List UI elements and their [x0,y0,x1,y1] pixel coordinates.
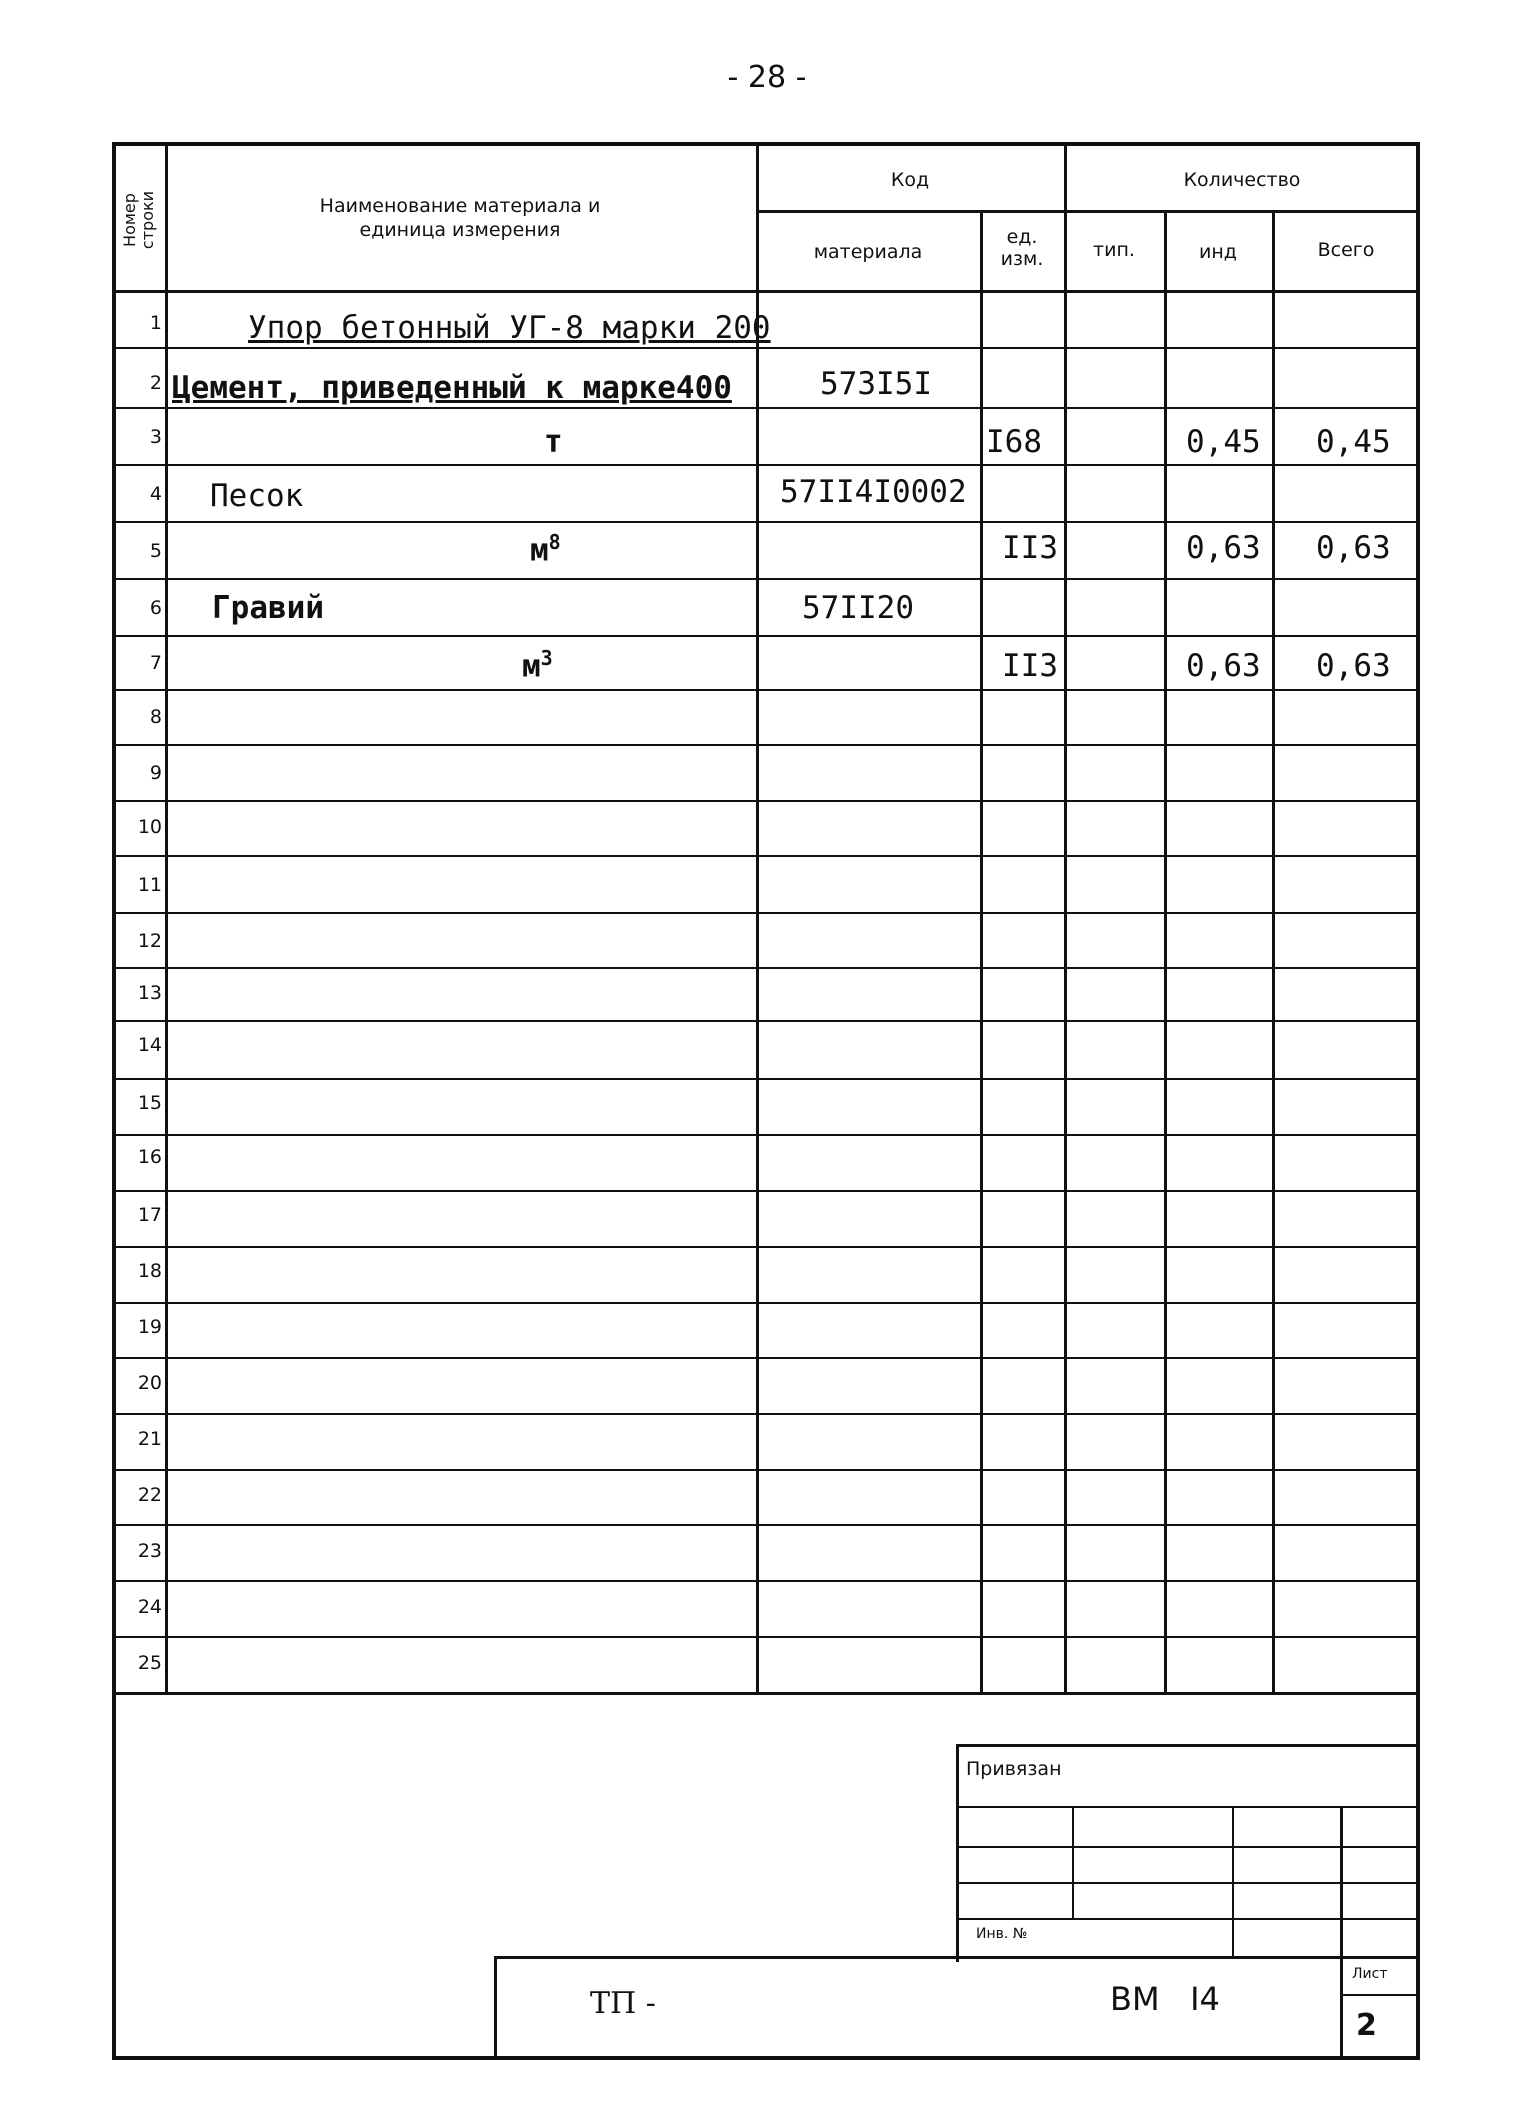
row-line [112,521,1420,523]
row-number: 7 [149,652,162,674]
row-line [112,464,1420,466]
stamp-left-line [956,1744,959,1962]
row-number: 17 [137,1204,162,1226]
row-line [112,1413,1420,1415]
row-line [112,407,1420,409]
col-line-name [756,142,759,1692]
unit-label: м [522,648,541,685]
row-line [112,347,1420,349]
page-number: - 28 - [727,60,807,95]
row-number: 19 [137,1316,162,1338]
row-line [112,967,1420,969]
row-line [112,578,1420,580]
stamp-top-line [956,1744,1420,1747]
header-qty-typ: тип. [1093,239,1135,261]
bound-label: Привязан [966,1758,1062,1780]
row-number: 13 [137,982,162,1004]
row-line [112,635,1420,637]
row-number: 15 [137,1092,162,1114]
table-bottom-line [112,1692,1420,1695]
row-line [112,1357,1420,1359]
row-total: 0,45 [1316,424,1391,460]
row-line [112,1524,1420,1526]
row-number: 14 [137,1034,162,1056]
row-name: Гравий [212,590,324,626]
header-quantity: Количество [1183,169,1301,191]
row-line [112,1580,1420,1582]
unit-superscript: 3 [540,646,553,670]
header-qty-ind: инд [1199,241,1237,263]
row-line [112,1246,1420,1248]
row-line [112,1636,1420,1638]
row-total: 0,63 [1316,648,1391,684]
row-number: 18 [137,1260,162,1282]
col-line-rownum [165,142,168,1692]
row-line [112,1134,1420,1136]
stamp-col-line [1072,1806,1074,1918]
row-unit-code: II3 [1002,530,1058,566]
stamp-line [956,1806,1420,1808]
row-name [530,530,561,568]
row-line [112,1190,1420,1192]
row-number: 21 [137,1428,162,1450]
row-number: 12 [137,930,162,952]
stamp-line [956,1846,1420,1848]
header-split-line [756,210,1420,213]
header-bottom-line [112,290,1420,293]
row-line [112,912,1420,914]
header-code-material: материала [813,241,923,263]
row-material-code: 57II4I0002 [780,474,967,510]
stamp-line [956,1918,1420,1920]
row-total: 0,63 [1316,530,1391,566]
row-ind: 0,63 [1186,530,1261,566]
stamp-main-line [494,1956,1420,1959]
row-ind: 0,63 [1186,648,1261,684]
row-number: 5 [149,540,162,562]
stamp-col-line [1232,1806,1234,1956]
row-number: 10 [137,816,162,838]
row-number: 2 [149,372,162,394]
sheet-label-line [1340,1994,1420,1996]
row-unit-code: II3 [1002,648,1058,684]
row-number: 25 [137,1652,162,1674]
row-number: 24 [137,1596,162,1618]
header-material-name: Наименование материала и единица измерения [319,195,601,241]
doc-code-left: ТП - [590,1986,656,2021]
sheet-label: Лист [1352,1966,1388,1982]
header-row-number: Номер строки [120,190,157,250]
row-number: 8 [149,706,162,728]
row-ind: 0,45 [1186,424,1261,460]
row-name: Упор бетонный УГ-8 марки 200 [248,310,771,346]
row-name [522,646,553,684]
row-material-code: 573I5I [820,366,932,402]
row-number: 23 [137,1540,162,1562]
stamp-line [956,1882,1420,1884]
row-name: Песок [210,478,304,514]
row-material-code: 57II20 [802,590,914,626]
row-number: 20 [137,1372,162,1394]
unit-label: м [530,532,549,569]
row-number: 3 [149,426,162,448]
row-number: 9 [149,762,162,784]
row-number: 1 [149,312,162,334]
stamp-main-left-line [494,1956,497,2060]
doc-code-right: ВМ I4 [1110,1980,1220,2018]
row-number: 4 [149,483,162,505]
sheet-number: 2 [1356,2008,1377,2043]
row-number: 6 [149,597,162,619]
header-code: Код [890,169,930,191]
row-line [112,1469,1420,1471]
row-line [112,800,1420,802]
inv-label: Инв. № [976,1926,1028,1942]
row-line [112,744,1420,746]
stamp-col-line [1340,1806,1343,2060]
row-unit-code: I68 [986,424,1042,460]
row-name: т [544,424,563,460]
header-qty-total: Всего [1317,239,1375,261]
row-line [112,1078,1420,1080]
header-code-unit: ед. изм. [1000,226,1044,270]
row-number: 22 [137,1484,162,1506]
row-name: Цемент, приведенный к марке400 [172,370,732,406]
row-number: 16 [137,1146,162,1168]
row-line [112,1020,1420,1022]
unit-superscript: 8 [548,530,561,554]
row-line [112,855,1420,857]
row-line [112,689,1420,691]
row-number: 11 [137,874,162,896]
row-line [112,1302,1420,1304]
col-line-unit [1064,142,1067,1692]
